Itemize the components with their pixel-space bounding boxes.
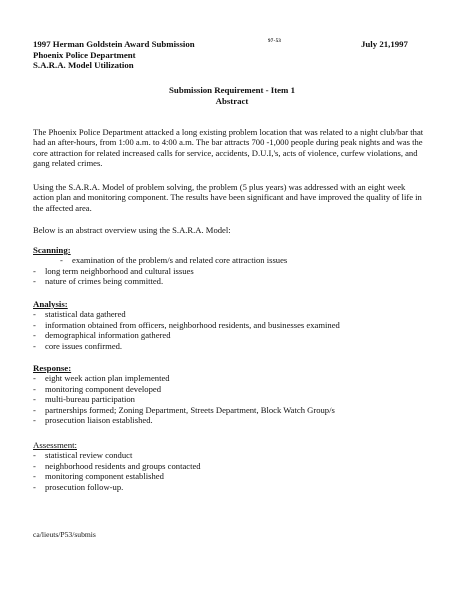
assessment-heading: Assessment: xyxy=(33,440,77,450)
submission-date: July 21,1997 xyxy=(361,39,408,49)
list-item: - monitoring component established xyxy=(33,471,164,482)
analysis-heading: Analysis: xyxy=(33,299,68,309)
scanning-list xyxy=(33,255,433,286)
model-title: S.A.R.A. Model Utilization xyxy=(33,60,134,71)
list-item: - core issues confirmed. xyxy=(33,340,123,351)
list-item: - demographical information gathered xyxy=(33,330,171,341)
assessment-list xyxy=(33,450,433,492)
list-item: - information obtained from officers, neighborhood residents, and businesses examined xyxy=(33,319,340,330)
analysis-section xyxy=(33,299,433,351)
abstract-title: Abstract xyxy=(215,95,249,106)
list-item: - prosecution follow-up. xyxy=(33,481,124,492)
list-item: - nature of crimes being committed. xyxy=(33,276,164,287)
list-item: - examination of the problem/s and related core attraction issues xyxy=(60,255,288,266)
list-item: - prosecution liaison established. xyxy=(33,415,153,426)
list-item: - statistical data gathered xyxy=(33,309,126,320)
response-heading: Response: xyxy=(33,363,72,373)
scanning-section xyxy=(33,245,433,287)
department-name: Phoenix Police Department xyxy=(33,49,136,60)
document-header xyxy=(33,39,195,71)
list-item: - eight week action plan implemented xyxy=(33,373,170,384)
list-item: - long term neighborhood and cultural issues xyxy=(33,265,194,276)
award-title: 1997 Herman Goldstein Award Submission xyxy=(33,39,195,49)
response-section xyxy=(33,363,433,425)
requirement-title: Submission Requirement - Item 1 xyxy=(169,85,295,95)
list-item: - statistical review conduct xyxy=(33,450,133,461)
intro-paragraph: The Phoenix Police Department attacked a long existing problem location that was related to a night club/bar that had an after-hours, from 1:00 a.m. to 4:00 a.m. The bar attracts 700 -1,000 people during peak nights and was the core attraction for related increased calls for service, accidents, D.U.I,'s, acts of violence, curfew violations, and gang related crimes. xyxy=(33,127,424,169)
overview-paragraph: Below is an abstract overview using the S.A.R.A. Model: xyxy=(33,225,231,235)
scanning-heading: Scanning: xyxy=(33,245,71,255)
analysis-list xyxy=(33,309,433,351)
response-list xyxy=(33,373,433,425)
list-item: - neighborhood residents and groups contacted xyxy=(33,460,201,471)
list-item: - partnerships formed; Zoning Department, Streets Department, Block Watch Group/s xyxy=(33,404,335,415)
method-paragraph: Using the S.A.R.A. Model of problem solving, the problem (5 plus years) was addressed with an eight week action plan and monitoring component. The results have been significant and have improved the quality of life in the affected area. xyxy=(33,182,422,213)
list-item: - monitoring component developed xyxy=(33,383,161,394)
assessment-section xyxy=(33,440,433,492)
file-path-footer: ca/lieuts/P53/submis xyxy=(33,530,96,539)
page-title xyxy=(0,85,464,106)
list-item: - multi-bureau participation xyxy=(33,394,135,405)
submission-code: 97-53 xyxy=(268,39,282,44)
